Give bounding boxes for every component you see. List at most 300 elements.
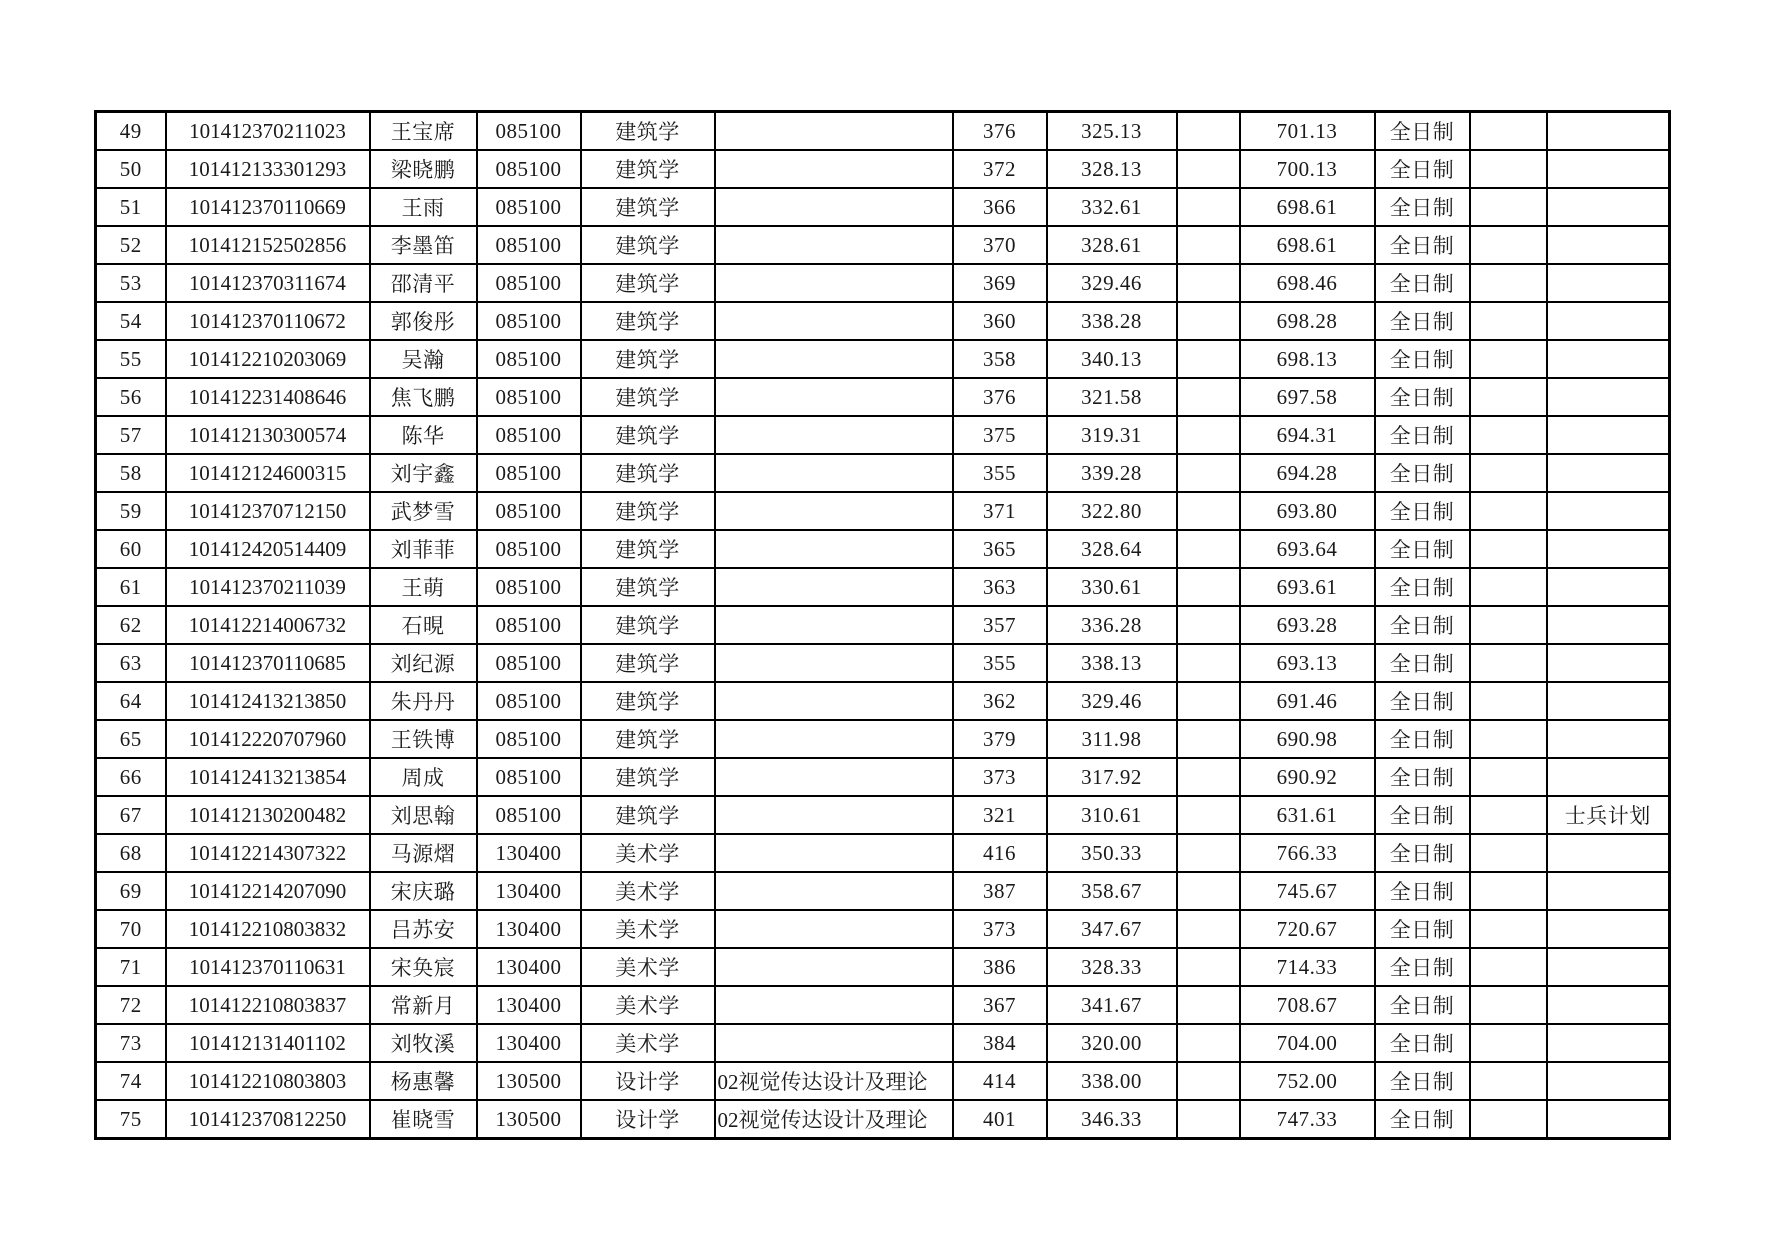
cell-blank_a bbox=[1177, 416, 1240, 454]
cell-score_retest: 347.67 bbox=[1047, 910, 1177, 948]
cell-remark bbox=[1547, 568, 1670, 606]
cell-score_initial: 379 bbox=[953, 720, 1047, 758]
table-row bbox=[96, 986, 1670, 1024]
cell-name: 刘菲菲 bbox=[370, 530, 477, 568]
table-row bbox=[96, 1062, 1670, 1100]
cell-blank_b bbox=[1470, 986, 1547, 1024]
cell-score_total: 698.46 bbox=[1240, 264, 1375, 302]
cell-remark bbox=[1547, 872, 1670, 910]
cell-major_name: 美术学 bbox=[581, 910, 715, 948]
cell-score_retest: 311.98 bbox=[1047, 720, 1177, 758]
cell-remark bbox=[1547, 986, 1670, 1024]
cell-name: 王雨 bbox=[370, 188, 477, 226]
cell-score_retest: 321.58 bbox=[1047, 378, 1177, 416]
cell-seq: 72 bbox=[96, 986, 166, 1024]
cell-major_name: 设计学 bbox=[581, 1062, 715, 1100]
cell-name: 武梦雪 bbox=[370, 492, 477, 530]
cell-score_total: 693.28 bbox=[1240, 606, 1375, 644]
cell-research_direction bbox=[715, 948, 953, 986]
cell-name: 周成 bbox=[370, 758, 477, 796]
cell-candidate_id: 101412210803837 bbox=[166, 986, 370, 1024]
cell-major_name: 建筑学 bbox=[581, 264, 715, 302]
cell-candidate_id: 101412370211039 bbox=[166, 568, 370, 606]
cell-remark bbox=[1547, 454, 1670, 492]
cell-name: 刘宇鑫 bbox=[370, 454, 477, 492]
cell-score_retest: 341.67 bbox=[1047, 986, 1177, 1024]
cell-major_name: 建筑学 bbox=[581, 188, 715, 226]
cell-research_direction bbox=[715, 264, 953, 302]
table-row bbox=[96, 606, 1670, 644]
cell-blank_b bbox=[1470, 530, 1547, 568]
cell-name: 刘牧溪 bbox=[370, 1024, 477, 1062]
cell-name: 焦飞鹏 bbox=[370, 378, 477, 416]
cell-score_total: 697.58 bbox=[1240, 378, 1375, 416]
table-row bbox=[96, 644, 1670, 682]
cell-name: 杨惠馨 bbox=[370, 1062, 477, 1100]
cell-name: 邵清平 bbox=[370, 264, 477, 302]
cell-major_name: 美术学 bbox=[581, 834, 715, 872]
cell-remark: 士兵计划 bbox=[1547, 796, 1670, 834]
cell-score_retest: 358.67 bbox=[1047, 872, 1177, 910]
cell-name: 李墨笛 bbox=[370, 226, 477, 264]
cell-score_initial: 355 bbox=[953, 644, 1047, 682]
cell-name: 王萌 bbox=[370, 568, 477, 606]
cell-major_code: 085100 bbox=[477, 796, 581, 834]
cell-name: 梁晓鹏 bbox=[370, 150, 477, 188]
cell-blank_a bbox=[1177, 378, 1240, 416]
cell-blank_b bbox=[1470, 1100, 1547, 1139]
cell-score_total: 752.00 bbox=[1240, 1062, 1375, 1100]
cell-score_total: 698.61 bbox=[1240, 188, 1375, 226]
cell-major_code: 085100 bbox=[477, 188, 581, 226]
cell-major_code: 085100 bbox=[477, 720, 581, 758]
cell-candidate_id: 101412220707960 bbox=[166, 720, 370, 758]
table-row bbox=[96, 872, 1670, 910]
cell-research_direction bbox=[715, 606, 953, 644]
cell-remark bbox=[1547, 188, 1670, 226]
cell-blank_b bbox=[1470, 682, 1547, 720]
cell-blank_b bbox=[1470, 150, 1547, 188]
table-row bbox=[96, 834, 1670, 872]
cell-name: 朱丹丹 bbox=[370, 682, 477, 720]
cell-candidate_id: 101412370211023 bbox=[166, 112, 370, 151]
cell-blank_a bbox=[1177, 720, 1240, 758]
cell-candidate_id: 101412133301293 bbox=[166, 150, 370, 188]
cell-seq: 50 bbox=[96, 150, 166, 188]
cell-candidate_id: 101412130300574 bbox=[166, 416, 370, 454]
cell-name: 石晛 bbox=[370, 606, 477, 644]
cell-research_direction bbox=[715, 796, 953, 834]
cell-blank_b bbox=[1470, 188, 1547, 226]
cell-major_name: 建筑学 bbox=[581, 302, 715, 340]
cell-remark bbox=[1547, 758, 1670, 796]
cell-remark bbox=[1547, 112, 1670, 151]
cell-study_mode: 全日制 bbox=[1375, 188, 1470, 226]
cell-remark bbox=[1547, 378, 1670, 416]
cell-score_total: 693.80 bbox=[1240, 492, 1375, 530]
cell-seq: 49 bbox=[96, 112, 166, 151]
cell-study_mode: 全日制 bbox=[1375, 112, 1470, 151]
table-row bbox=[96, 1100, 1670, 1139]
cell-score_initial: 357 bbox=[953, 606, 1047, 644]
cell-score_retest: 330.61 bbox=[1047, 568, 1177, 606]
cell-study_mode: 全日制 bbox=[1375, 378, 1470, 416]
cell-seq: 51 bbox=[96, 188, 166, 226]
cell-seq: 58 bbox=[96, 454, 166, 492]
cell-remark bbox=[1547, 264, 1670, 302]
cell-research_direction: 02视觉传达设计及理论 bbox=[715, 1062, 953, 1100]
cell-score_total: 691.46 bbox=[1240, 682, 1375, 720]
cell-study_mode: 全日制 bbox=[1375, 682, 1470, 720]
cell-score_total: 698.13 bbox=[1240, 340, 1375, 378]
cell-study_mode: 全日制 bbox=[1375, 416, 1470, 454]
cell-score_initial: 372 bbox=[953, 150, 1047, 188]
cell-score_total: 698.61 bbox=[1240, 226, 1375, 264]
cell-major_code: 085100 bbox=[477, 226, 581, 264]
cell-blank_a bbox=[1177, 606, 1240, 644]
cell-blank_b bbox=[1470, 112, 1547, 151]
cell-research_direction bbox=[715, 188, 953, 226]
cell-blank_a bbox=[1177, 530, 1240, 568]
cell-name: 常新月 bbox=[370, 986, 477, 1024]
cell-study_mode: 全日制 bbox=[1375, 302, 1470, 340]
cell-candidate_id: 101412152502856 bbox=[166, 226, 370, 264]
cell-study_mode: 全日制 bbox=[1375, 720, 1470, 758]
cell-major_name: 建筑学 bbox=[581, 454, 715, 492]
cell-research_direction bbox=[715, 112, 953, 151]
table-row bbox=[96, 910, 1670, 948]
cell-study_mode: 全日制 bbox=[1375, 986, 1470, 1024]
cell-remark bbox=[1547, 1062, 1670, 1100]
cell-name: 王铁博 bbox=[370, 720, 477, 758]
cell-blank_a bbox=[1177, 872, 1240, 910]
cell-major_code: 130400 bbox=[477, 834, 581, 872]
cell-score_initial: 367 bbox=[953, 986, 1047, 1024]
cell-score_initial: 401 bbox=[953, 1100, 1047, 1139]
cell-name: 马源熠 bbox=[370, 834, 477, 872]
table-row bbox=[96, 226, 1670, 264]
cell-blank_b bbox=[1470, 834, 1547, 872]
cell-research_direction bbox=[715, 986, 953, 1024]
cell-major_name: 建筑学 bbox=[581, 340, 715, 378]
cell-research_direction bbox=[715, 416, 953, 454]
cell-name: 陈华 bbox=[370, 416, 477, 454]
cell-score_retest: 320.00 bbox=[1047, 1024, 1177, 1062]
cell-seq: 65 bbox=[96, 720, 166, 758]
cell-research_direction bbox=[715, 454, 953, 492]
cell-score_retest: 325.13 bbox=[1047, 112, 1177, 151]
cell-name: 王宝席 bbox=[370, 112, 477, 151]
cell-seq: 67 bbox=[96, 796, 166, 834]
cell-candidate_id: 101412210203069 bbox=[166, 340, 370, 378]
cell-score_retest: 332.61 bbox=[1047, 188, 1177, 226]
cell-study_mode: 全日制 bbox=[1375, 492, 1470, 530]
cell-major_code: 130400 bbox=[477, 910, 581, 948]
cell-name: 吕苏安 bbox=[370, 910, 477, 948]
cell-score_retest: 328.64 bbox=[1047, 530, 1177, 568]
cell-score_retest: 329.46 bbox=[1047, 682, 1177, 720]
cell-score_total: 704.00 bbox=[1240, 1024, 1375, 1062]
table-row bbox=[96, 492, 1670, 530]
table-row bbox=[96, 530, 1670, 568]
cell-study_mode: 全日制 bbox=[1375, 568, 1470, 606]
cell-major_name: 建筑学 bbox=[581, 796, 715, 834]
cell-research_direction bbox=[715, 872, 953, 910]
cell-score_total: 690.98 bbox=[1240, 720, 1375, 758]
cell-research_direction bbox=[715, 150, 953, 188]
cell-seq: 64 bbox=[96, 682, 166, 720]
cell-research_direction bbox=[715, 682, 953, 720]
cell-name: 刘思翰 bbox=[370, 796, 477, 834]
cell-score_retest: 346.33 bbox=[1047, 1100, 1177, 1139]
cell-candidate_id: 101412131401102 bbox=[166, 1024, 370, 1062]
cell-blank_b bbox=[1470, 948, 1547, 986]
cell-major_name: 建筑学 bbox=[581, 644, 715, 682]
cell-seq: 74 bbox=[96, 1062, 166, 1100]
cell-major_name: 建筑学 bbox=[581, 492, 715, 530]
cell-remark bbox=[1547, 302, 1670, 340]
cell-study_mode: 全日制 bbox=[1375, 796, 1470, 834]
cell-blank_a bbox=[1177, 454, 1240, 492]
cell-blank_a bbox=[1177, 302, 1240, 340]
cell-score_initial: 373 bbox=[953, 910, 1047, 948]
cell-blank_a bbox=[1177, 112, 1240, 151]
table-row bbox=[96, 264, 1670, 302]
cell-score_retest: 317.92 bbox=[1047, 758, 1177, 796]
cell-major_code: 130500 bbox=[477, 1062, 581, 1100]
cell-candidate_id: 101412231408646 bbox=[166, 378, 370, 416]
cell-research_direction bbox=[715, 492, 953, 530]
cell-remark bbox=[1547, 340, 1670, 378]
cell-major_name: 建筑学 bbox=[581, 682, 715, 720]
cell-score_retest: 338.13 bbox=[1047, 644, 1177, 682]
cell-name: 刘纪源 bbox=[370, 644, 477, 682]
cell-blank_a bbox=[1177, 948, 1240, 986]
cell-candidate_id: 101412370110672 bbox=[166, 302, 370, 340]
cell-major_code: 085100 bbox=[477, 530, 581, 568]
cell-remark bbox=[1547, 682, 1670, 720]
cell-major_name: 美术学 bbox=[581, 986, 715, 1024]
cell-score_initial: 376 bbox=[953, 112, 1047, 151]
cell-remark bbox=[1547, 1100, 1670, 1139]
table-row bbox=[96, 454, 1670, 492]
cell-study_mode: 全日制 bbox=[1375, 264, 1470, 302]
table-row bbox=[96, 796, 1670, 834]
cell-major_name: 美术学 bbox=[581, 1024, 715, 1062]
cell-score_initial: 387 bbox=[953, 872, 1047, 910]
cell-seq: 59 bbox=[96, 492, 166, 530]
cell-candidate_id: 101412413213850 bbox=[166, 682, 370, 720]
cell-score_total: 693.13 bbox=[1240, 644, 1375, 682]
cell-seq: 54 bbox=[96, 302, 166, 340]
cell-major_name: 建筑学 bbox=[581, 530, 715, 568]
cell-seq: 52 bbox=[96, 226, 166, 264]
cell-major_code: 130400 bbox=[477, 872, 581, 910]
cell-study_mode: 全日制 bbox=[1375, 1024, 1470, 1062]
cell-study_mode: 全日制 bbox=[1375, 340, 1470, 378]
cell-major_code: 085100 bbox=[477, 682, 581, 720]
cell-blank_a bbox=[1177, 834, 1240, 872]
cell-major_code: 085100 bbox=[477, 416, 581, 454]
cell-remark bbox=[1547, 416, 1670, 454]
cell-major_name: 建筑学 bbox=[581, 112, 715, 151]
cell-blank_b bbox=[1470, 226, 1547, 264]
cell-seq: 63 bbox=[96, 644, 166, 682]
cell-score_retest: 328.33 bbox=[1047, 948, 1177, 986]
cell-major_name: 建筑学 bbox=[581, 606, 715, 644]
cell-blank_a bbox=[1177, 644, 1240, 682]
cell-remark bbox=[1547, 910, 1670, 948]
cell-blank_b bbox=[1470, 872, 1547, 910]
cell-blank_b bbox=[1470, 1024, 1547, 1062]
cell-name: 吴瀚 bbox=[370, 340, 477, 378]
cell-blank_b bbox=[1470, 720, 1547, 758]
cell-study_mode: 全日制 bbox=[1375, 872, 1470, 910]
cell-remark bbox=[1547, 150, 1670, 188]
cell-remark bbox=[1547, 226, 1670, 264]
cell-score_retest: 319.31 bbox=[1047, 416, 1177, 454]
cell-name: 郭俊彤 bbox=[370, 302, 477, 340]
cell-score_retest: 310.61 bbox=[1047, 796, 1177, 834]
cell-seq: 62 bbox=[96, 606, 166, 644]
cell-score_initial: 366 bbox=[953, 188, 1047, 226]
cell-blank_a bbox=[1177, 910, 1240, 948]
cell-candidate_id: 101412370110685 bbox=[166, 644, 370, 682]
cell-study_mode: 全日制 bbox=[1375, 226, 1470, 264]
cell-blank_a bbox=[1177, 340, 1240, 378]
cell-blank_b bbox=[1470, 340, 1547, 378]
cell-score_retest: 329.46 bbox=[1047, 264, 1177, 302]
cell-blank_a bbox=[1177, 1100, 1240, 1139]
cell-score_initial: 416 bbox=[953, 834, 1047, 872]
cell-name: 宋奂宸 bbox=[370, 948, 477, 986]
admission-table-body bbox=[96, 112, 1670, 1139]
cell-blank_a bbox=[1177, 1024, 1240, 1062]
cell-blank_b bbox=[1470, 758, 1547, 796]
cell-study_mode: 全日制 bbox=[1375, 606, 1470, 644]
cell-seq: 69 bbox=[96, 872, 166, 910]
cell-score_initial: 414 bbox=[953, 1062, 1047, 1100]
cell-score_total: 720.67 bbox=[1240, 910, 1375, 948]
cell-major_code: 085100 bbox=[477, 378, 581, 416]
cell-seq: 57 bbox=[96, 416, 166, 454]
cell-blank_b bbox=[1470, 796, 1547, 834]
cell-major_code: 085100 bbox=[477, 340, 581, 378]
cell-remark bbox=[1547, 948, 1670, 986]
cell-remark bbox=[1547, 834, 1670, 872]
cell-candidate_id: 101412370311674 bbox=[166, 264, 370, 302]
cell-major_code: 085100 bbox=[477, 606, 581, 644]
cell-score_initial: 362 bbox=[953, 682, 1047, 720]
cell-remark bbox=[1547, 492, 1670, 530]
cell-score_initial: 371 bbox=[953, 492, 1047, 530]
table-row bbox=[96, 1024, 1670, 1062]
cell-major_code: 085100 bbox=[477, 302, 581, 340]
cell-study_mode: 全日制 bbox=[1375, 948, 1470, 986]
cell-blank_a bbox=[1177, 188, 1240, 226]
cell-candidate_id: 101412210803803 bbox=[166, 1062, 370, 1100]
cell-score_total: 693.61 bbox=[1240, 568, 1375, 606]
table-row bbox=[96, 416, 1670, 454]
cell-study_mode: 全日制 bbox=[1375, 644, 1470, 682]
cell-seq: 55 bbox=[96, 340, 166, 378]
cell-score_retest: 328.61 bbox=[1047, 226, 1177, 264]
cell-candidate_id: 101412420514409 bbox=[166, 530, 370, 568]
cell-score_total: 708.67 bbox=[1240, 986, 1375, 1024]
table-row bbox=[96, 682, 1670, 720]
cell-blank_a bbox=[1177, 1062, 1240, 1100]
cell-study_mode: 全日制 bbox=[1375, 758, 1470, 796]
table-row bbox=[96, 720, 1670, 758]
cell-score_initial: 376 bbox=[953, 378, 1047, 416]
cell-major_name: 建筑学 bbox=[581, 758, 715, 796]
table-row bbox=[96, 150, 1670, 188]
cell-seq: 71 bbox=[96, 948, 166, 986]
cell-research_direction bbox=[715, 530, 953, 568]
cell-major_name: 建筑学 bbox=[581, 720, 715, 758]
cell-score_initial: 355 bbox=[953, 454, 1047, 492]
cell-research_direction bbox=[715, 378, 953, 416]
table-row bbox=[96, 188, 1670, 226]
cell-score_retest: 339.28 bbox=[1047, 454, 1177, 492]
cell-study_mode: 全日制 bbox=[1375, 910, 1470, 948]
cell-blank_b bbox=[1470, 910, 1547, 948]
cell-research_direction bbox=[715, 720, 953, 758]
cell-study_mode: 全日制 bbox=[1375, 530, 1470, 568]
cell-research_direction bbox=[715, 340, 953, 378]
cell-major_name: 建筑学 bbox=[581, 150, 715, 188]
cell-score_initial: 358 bbox=[953, 340, 1047, 378]
cell-study_mode: 全日制 bbox=[1375, 834, 1470, 872]
cell-seq: 73 bbox=[96, 1024, 166, 1062]
cell-major_code: 085100 bbox=[477, 112, 581, 151]
cell-score_initial: 365 bbox=[953, 530, 1047, 568]
cell-blank_b bbox=[1470, 454, 1547, 492]
cell-score_initial: 384 bbox=[953, 1024, 1047, 1062]
cell-major_code: 130500 bbox=[477, 1100, 581, 1139]
table-row bbox=[96, 112, 1670, 151]
cell-score_initial: 375 bbox=[953, 416, 1047, 454]
cell-research_direction bbox=[715, 910, 953, 948]
cell-score_total: 714.33 bbox=[1240, 948, 1375, 986]
cell-remark bbox=[1547, 720, 1670, 758]
cell-seq: 61 bbox=[96, 568, 166, 606]
cell-candidate_id: 101412413213854 bbox=[166, 758, 370, 796]
cell-blank_a bbox=[1177, 758, 1240, 796]
cell-research_direction bbox=[715, 834, 953, 872]
cell-research_direction bbox=[715, 302, 953, 340]
table-row bbox=[96, 302, 1670, 340]
cell-score_total: 745.67 bbox=[1240, 872, 1375, 910]
cell-score_total: 700.13 bbox=[1240, 150, 1375, 188]
cell-score_initial: 386 bbox=[953, 948, 1047, 986]
cell-blank_a bbox=[1177, 226, 1240, 264]
cell-blank_b bbox=[1470, 644, 1547, 682]
cell-candidate_id: 101412370812250 bbox=[166, 1100, 370, 1139]
cell-major_name: 建筑学 bbox=[581, 226, 715, 264]
cell-score_total: 694.28 bbox=[1240, 454, 1375, 492]
cell-blank_b bbox=[1470, 264, 1547, 302]
cell-candidate_id: 101412214207090 bbox=[166, 872, 370, 910]
cell-score_total: 690.92 bbox=[1240, 758, 1375, 796]
cell-score_retest: 340.13 bbox=[1047, 340, 1177, 378]
document-page bbox=[94, 110, 1671, 1140]
cell-research_direction bbox=[715, 758, 953, 796]
cell-research_direction bbox=[715, 1024, 953, 1062]
admission-list-table bbox=[94, 110, 1671, 1140]
cell-major_code: 085100 bbox=[477, 454, 581, 492]
cell-score_retest: 338.28 bbox=[1047, 302, 1177, 340]
